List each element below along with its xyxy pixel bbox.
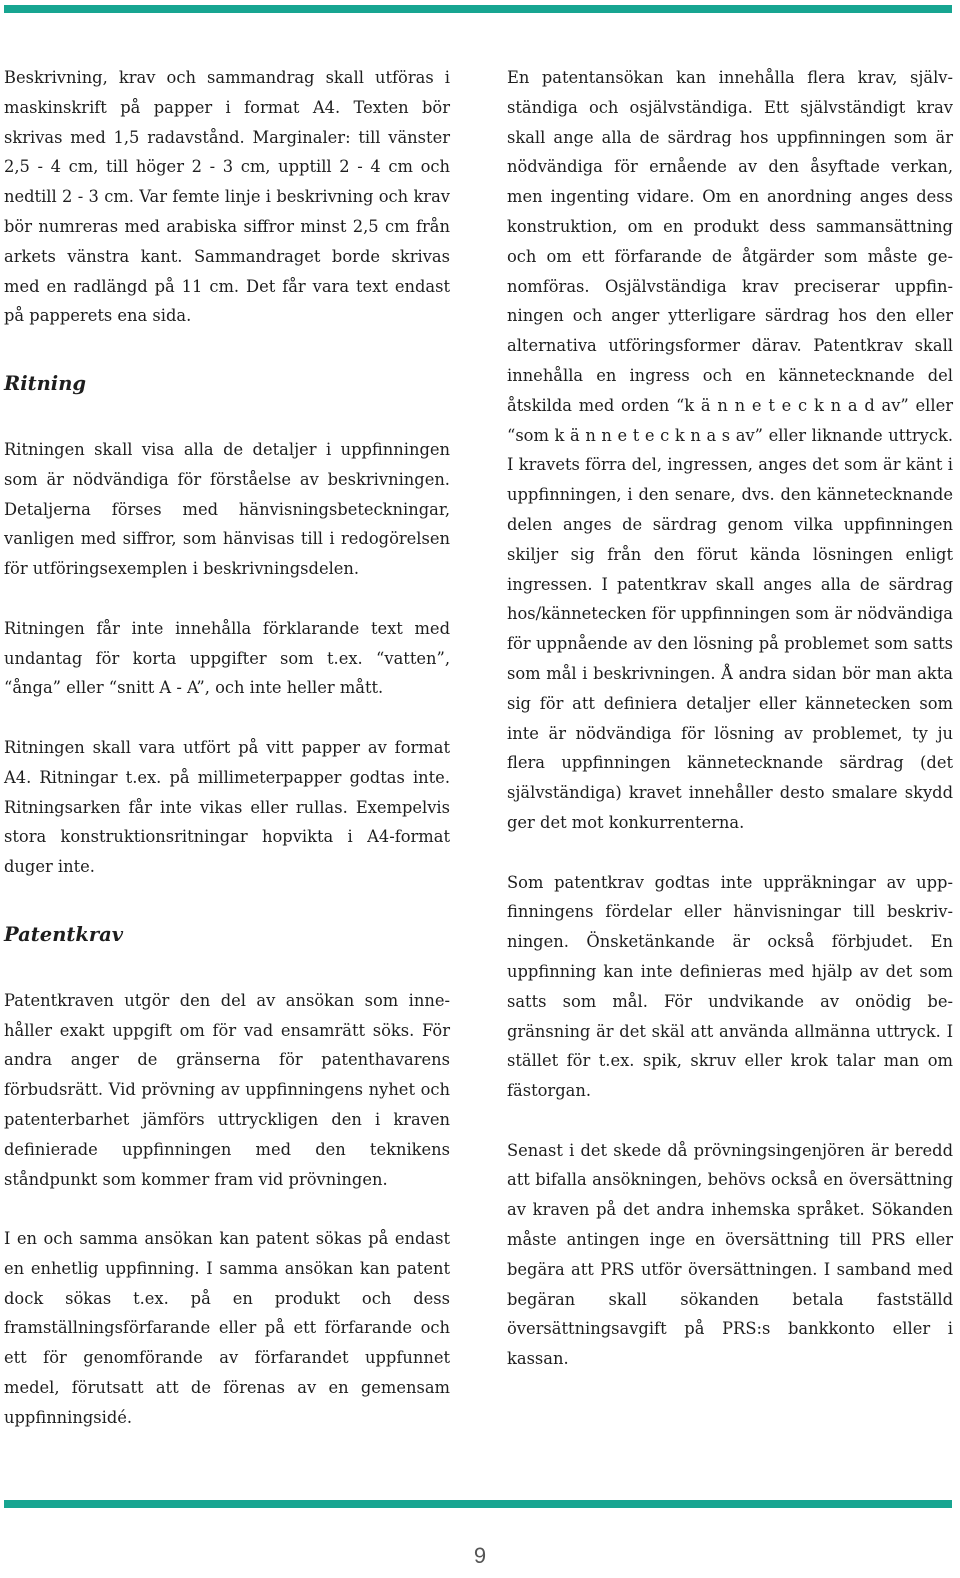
top-accent-rule — [4, 5, 952, 13]
right-column — [507, 63, 953, 1374]
paragraph-independent-claims: En patentansökan kan innehålla flera krav, självständiga och osjälvständiga. Ett självständigt krav skall ange alla de särdrag hos uppfinningen som är nödvändiga för ernående av den åsyftade verkan, men ingenting vidare. Om en anordning anges dess konstruktion, om en produkt dess sammansättning och om ett förfarande de åtgärder som måste genomföras. Osjälvständiga krav preciserar uppfinningen och anger ytterligare särdrag hos den eller alternativa utföringsformer därav. Patentkrav skall innehålla en ingress och en kännetecknande del åtskilda med orden “k ä n n e t e c k n a d av” eller “som k ä n n e t e c k n a s av” eller liknande uttryck. I kravets förra del, ingressen, anges det som är känt i uppfinningen, i den senare, dvs. den kännetecknande delen anges de särdrag genom vilka uppfinningen skiljer sig från den förut kända lösningen enligt ingressen. I patentkrav skall anges alla de särdrag hos/kännetecken för uppfinningen som är nödvändiga för uppnående av den lösning på problemet som satts som mål i beskrivningen. Å andra sidan bör man akta sig för att definiera detaljer eller kännetecken som inte är nödvändiga för lösning av problemet, ty ju flera uppfinningen kännetecknande särdrag (det självständiga) kravet innehåller desto smalare skydd ger det mot konkurrenterna. — [507, 68, 953, 832]
page-number: 9 — [473, 1543, 487, 1568]
paragraph-ritning-details: Ritningen skall visa alla de detaljer i uppfinningen som är nödvändiga för förståelse av beskrivningen. Detaljerna förses med hänvisningsbeteckningar, vanligen med siffror, som hänvisas till i redogörelsen för utföringsexemplen i beskrivningsdelen. — [4, 439, 450, 579]
paragraph-patentkrav-scope: Patentkraven utgör den del av ansökan som innehåller exakt uppgift om för vad ensamrätt söks. För andra anger de gränserna för patenthavarens förbudsrätt. Vid prövning av uppfinningens nyhet och patenterbarhet jämförs uttryckligen den i kraven definierade uppfinningen med den teknikens ståndpunkt som kommer fram vid prövningen. — [4, 990, 450, 1189]
paragraph-format-requirements: Beskrivning, krav och sammandrag skall utföras i maskinskrift på papper i format A4. Texten bör skrivas med 1,5 radavstånd. Marginaler: till vänster 2,5 - 4 cm, till höger 2 - 3 cm, upptill 2 - 4 cm och nedtill 2 - 3 cm. Var femte linje i beskrivning och krav bör numreras med arabiska siffror minst 2,5 cm från arkets vänstra kant. Sammandraget borde skrivas med en radlängd på 11 cm. Det får vara text endast på papperets ena sida. — [4, 68, 450, 326]
paragraph-ritning-paper: Ritningen skall vara utfört på vitt papper av format A4. Ritningar t.ex. på millimeterpapper godtas inte. Ritningsarken får inte vikas eller rullas. Exempelvis stora konstruktionsritningar hopvikta i A4-format duger inte. — [4, 737, 450, 877]
paragraph-translation: Senast i det skede då prövningsingenjören är beredd att bifalla ansökningen, behövs också en översättning av kraven på det andra inhemska språket. Sökanden måste antingen inge en översättning till PRS eller begära att PRS utför översättningen. I samband med begäran skall sökanden betala fastställd översättningsavgift på PRS:s bankkonto eller i kassan. — [507, 1140, 953, 1369]
paragraph-patentkrav-unity: I en och samma ansökan kan patent sökas på endast en enhetlig uppfinning. I samma ansökan kan patent dock sökas t.ex. på en produkt och dess framställningsförfarande eller på ett förfarande och ett för genomförande av förfarandet uppfunnet medel, förutsatt att de förenas av en gemensam uppfinningsidé. — [4, 1229, 450, 1427]
heading-patentkrav: Patentkrav — [4, 922, 124, 946]
heading-ritning: Ritning — [4, 372, 87, 396]
left-column — [4, 63, 450, 1433]
paragraph-claims-not-accepted: Som patentkrav godtas inte uppräkningar av uppfinningens fördelar eller hänvisningar till beskrivningen. Önsketänkande är också förbjudet. En uppfinning kan inte definieras med hjälp av det som satts som mål. För undvikande av onödig begränsning är det skäl att använda allmänna uttryck. I stället för t.ex. spik, skruv eller krok talar man om fästorgan. — [507, 872, 953, 1101]
paragraph-ritning-text: Ritningen får inte innehålla förklarande text med undantag för korta uppgifter som t.ex. “vatten”, “ånga” eller “snitt A - A”, och inte heller mått. — [4, 618, 450, 698]
bottom-accent-rule — [4, 1500, 952, 1508]
